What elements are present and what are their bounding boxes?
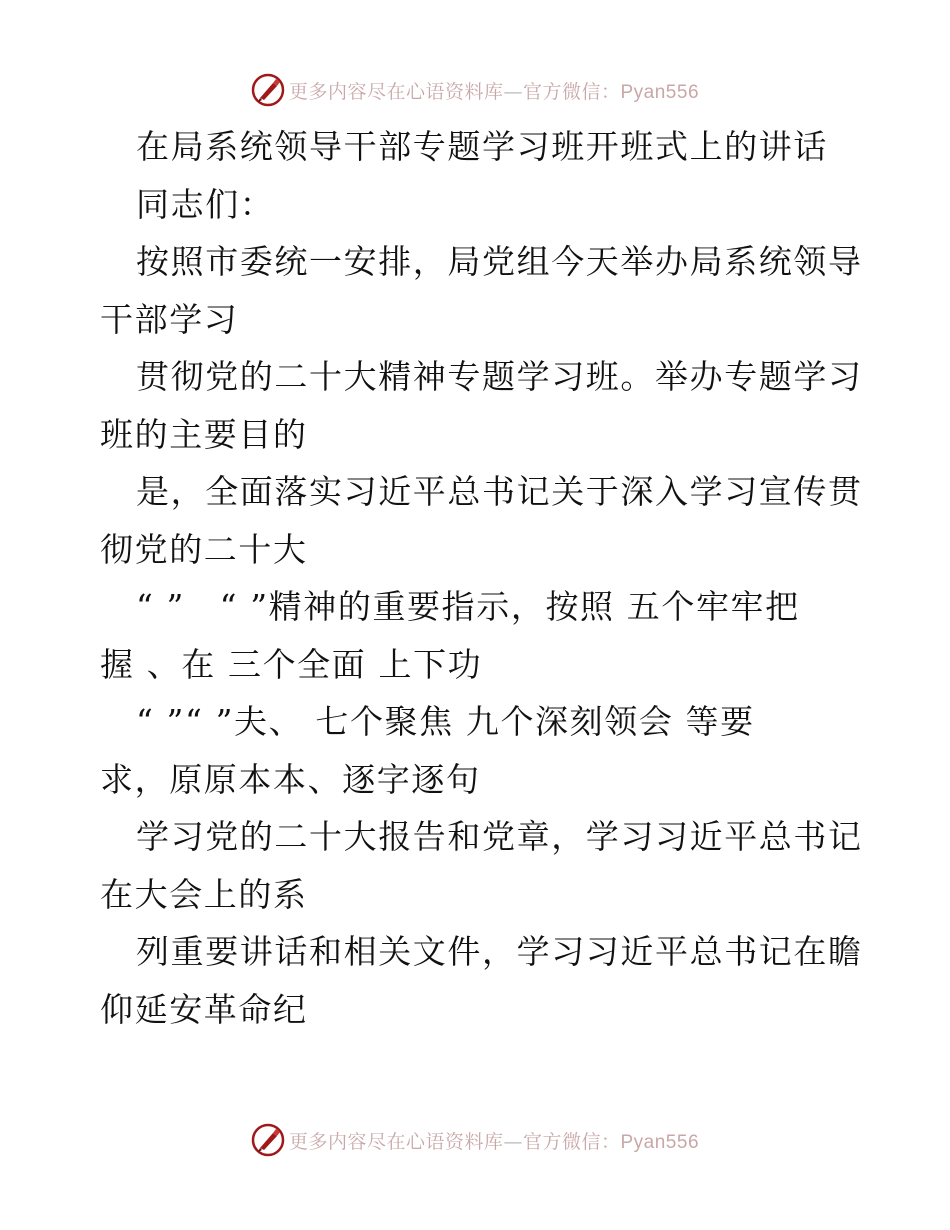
footer-banner-separator: —: [503, 1130, 523, 1153]
paragraph-line: “ ”“ ”夫、 七个聚焦 九个深刻领会 等要: [136, 702, 755, 741]
paragraph-line: 班的主要目的: [100, 414, 308, 454]
footer-watermark-banner: [0, 1120, 950, 1160]
paragraph-line: 彻党的二十大: [100, 529, 308, 569]
paragraph-line: 学习党的二十大报告和党章，学习习近平总书记: [136, 817, 863, 856]
paragraph-line: 列重要讲话和相关文件，学习习近平总书记在瞻: [136, 932, 863, 971]
document-title: 在局系统领导干部专题学习班开班式上的讲话: [136, 127, 828, 166]
header-banner-contact-label: 官方微信：: [522, 80, 621, 103]
paragraph-line: 求，原原本本、逐字逐句: [100, 759, 481, 799]
paragraph-line: 贯彻党的二十大精神专题学习班。举办专题学习: [136, 357, 863, 396]
paragraph-line: 握 、在 三个全面 上下功: [100, 644, 483, 684]
pen-quill-logo-icon: [251, 1123, 285, 1157]
salutation: 同志们：: [136, 184, 275, 224]
header-banner-text: [289, 77, 699, 104]
footer-banner-text: [289, 1127, 699, 1154]
footer-banner-contact-id: Pyan556: [620, 1131, 700, 1153]
header-watermark-banner: [0, 70, 950, 110]
pen-quill-logo-icon: [251, 73, 285, 107]
document-body: [100, 118, 863, 1038]
paragraph-line: 按照市委统一安排，局党组今天举办局系统领导: [136, 242, 863, 281]
paragraph-line: 在大会上的系: [100, 874, 308, 914]
paragraph-line: “ ” “ ”精神的重要指示，按照 五个牢牢把: [136, 587, 800, 626]
footer-banner-title: 更多内容尽在心语资料库: [288, 1130, 504, 1153]
paragraph-line: 是，全面落实习近平总书记关于深入学习宣传贯: [136, 472, 863, 511]
header-banner-title: 更多内容尽在心语资料库: [288, 80, 504, 103]
paragraph-line: 仰延安革命纪: [100, 989, 308, 1029]
paragraph-line: 干部学习: [100, 299, 239, 339]
header-banner-contact-id: Pyan556: [620, 81, 700, 103]
header-banner-separator: —: [503, 80, 523, 103]
footer-banner-contact-label: 官方微信：: [522, 1130, 621, 1153]
